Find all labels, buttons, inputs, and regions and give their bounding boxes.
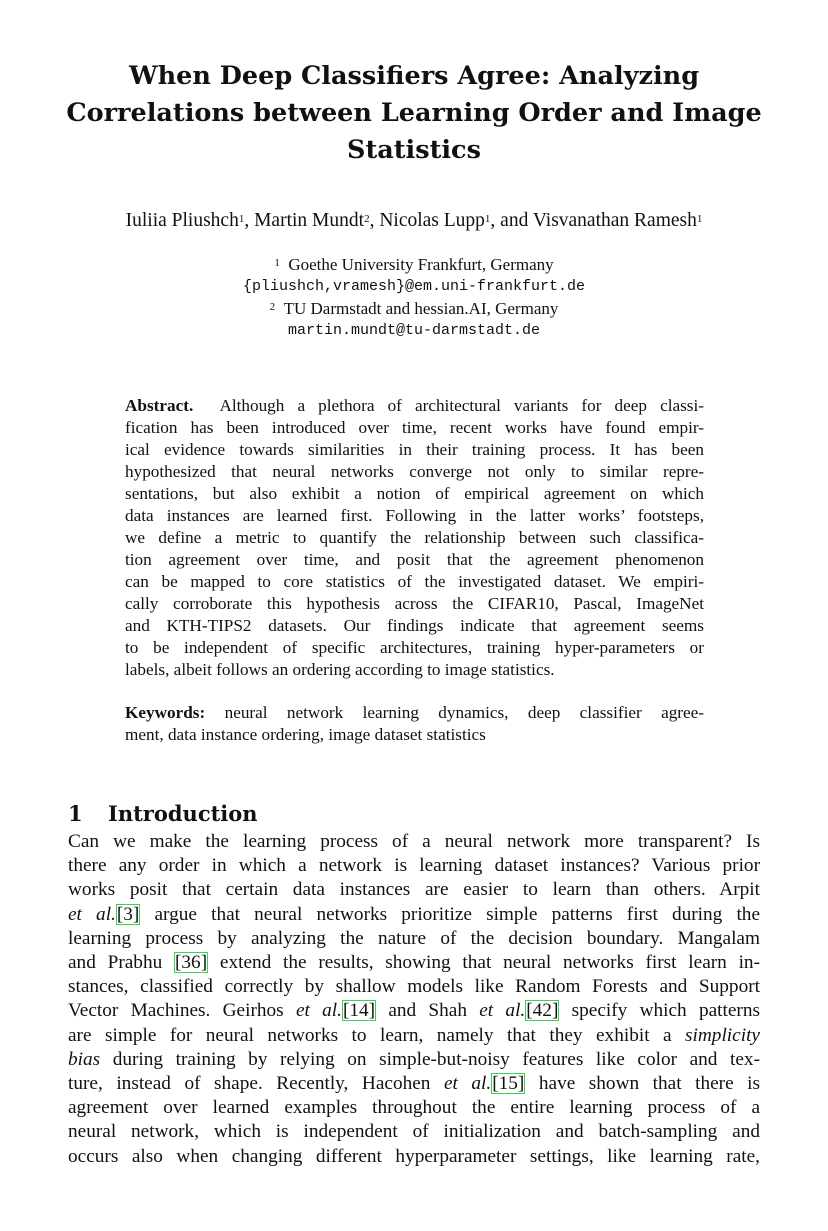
abstract-line: can be mapped to core statistics of the investigated dataset. We empiri- (125, 572, 704, 591)
body-text: and Prabhu (68, 952, 174, 974)
affiliation-mark: 2 (269, 301, 276, 313)
abstract (125, 395, 704, 681)
abstract-label: Abstract. (125, 396, 194, 415)
affiliation-1 (40, 254, 788, 276)
abstract-line: labels, albeit follows an ordering according to image statistics. (125, 660, 555, 679)
et-al: et al. (479, 1000, 526, 1022)
citation-link[interactable]: [14] (342, 1000, 376, 1022)
abstract-line: hypothesized that neural networks converge not only to similar repre- (125, 462, 704, 481)
emphasis: simplicity (685, 1024, 760, 1046)
body-line: there any order in which a network is learning dataset instances? Various prior (68, 855, 760, 877)
body-line (68, 1024, 760, 1048)
title-line: When Deep Classifiers Agree: Analyzing (128, 61, 700, 91)
section-heading (68, 799, 258, 829)
body-text: and Shah (376, 1000, 480, 1022)
affiliation-mark: 1 (274, 257, 280, 269)
affiliations (40, 254, 788, 342)
citation-link[interactable]: [42] (526, 1000, 559, 1022)
email-1[interactable]: {pliushch,vramesh}@em.uni-frankfurt.de (242, 278, 586, 295)
body-line (68, 999, 760, 1023)
author-name: Visvanathan Ramesh (532, 210, 697, 231)
section-title: Introduction (108, 801, 258, 827)
body-text: during training by relying on simple-but-noisy features like color and tex- (100, 1048, 760, 1070)
abstract-line: fication has been introduced over time, recent works have found empir- (125, 418, 704, 437)
body-text: have shown that there is (525, 1073, 761, 1095)
keywords-line (125, 702, 704, 724)
keywords (125, 702, 704, 746)
body-line: agreement over learned examples throughout the entire learning process of a (68, 1097, 760, 1119)
author-name: Nicolas Lupp (379, 210, 485, 231)
author-name: Martin Mundt (254, 210, 365, 231)
body-text: Vector Machines. Geirhos (68, 1000, 296, 1022)
author-separator: , and (490, 210, 533, 231)
author-list (40, 209, 788, 233)
section-number: 1 (68, 801, 83, 827)
et-al: et al. (295, 1000, 342, 1022)
body-line: occurs also when changing different hyperparameter settings, like learning rate, (68, 1145, 760, 1167)
emphasis: bias (68, 1048, 101, 1070)
email-2[interactable]: martin.mundt@tu-darmstadt.de (287, 322, 541, 339)
body-line: works posit that certain data instances are easier to learn than others. Arpit (68, 879, 760, 901)
body-text: are simple for neural networks to learn, namely that they exhibit a (68, 1024, 686, 1046)
title-line: Statistics (347, 135, 481, 165)
author-affiliation-mark: 1 (484, 213, 491, 225)
title-line: Correlations between Learning Order and Image (66, 98, 762, 128)
abstract-line: data instances are learned first. Following in the latter works’ footsteps, (125, 506, 704, 525)
affiliation-2 (40, 298, 788, 320)
paper-title (40, 58, 788, 169)
citation-link[interactable]: [3] (116, 903, 140, 925)
body-text: extend the results, showing that neural networks first learn in- (208, 952, 760, 974)
keywords-line: ment, data instance ordering, image dataset statistics (125, 725, 486, 744)
body-text: specify which patterns (559, 1000, 760, 1022)
author-separator: , (369, 210, 380, 231)
body-line: learning process by analyzing the nature of the decision boundary. Mangalam (68, 927, 760, 949)
body-line (68, 951, 760, 975)
abstract-line: we define a metric to quantify the relationship between such classifica- (125, 528, 704, 547)
body-line: neural network, which is independent of initialization and batch-sampling and (68, 1121, 760, 1143)
body-line (68, 903, 760, 927)
et-al: et al. (443, 1073, 492, 1095)
citation-link[interactable]: [15] (492, 1073, 525, 1095)
keywords-text: neural network learning dynamics, deep classifier agree- (224, 703, 705, 722)
abstract-line: and KTH-TIPS2 datasets. Our findings indicate that agreement seems (125, 616, 704, 635)
intro-paragraph (68, 830, 760, 1169)
affiliation-text: TU Darmstadt and hessian.AI, Germany (283, 299, 559, 318)
abstract-text: Although a plethora of architectural variants for deep classi- (219, 396, 704, 415)
abstract-line (125, 395, 704, 417)
abstract-line: ical evidence towards similarities in their training process. It has been (125, 440, 704, 459)
author-separator: , (244, 210, 255, 231)
author-name: Iuliia Pliushch (125, 210, 239, 231)
citation-link[interactable]: [36] (175, 952, 208, 974)
body-text: argue that neural networks prioritize simple patterns first during the (140, 903, 760, 925)
author-affiliation-mark: 2 (364, 213, 370, 225)
body-line (68, 1072, 760, 1096)
body-line: stances, classified correctly by shallow models like Random Forests and Support (68, 976, 760, 998)
abstract-line: cally corroborate this hypothesis across the CIFAR10, Pascal, ImageNet (125, 594, 704, 613)
et-al: et al. (68, 903, 116, 925)
author-affiliation-mark: 1 (696, 213, 703, 225)
affiliation-text: Goethe University Frankfurt, Germany (288, 255, 554, 274)
abstract-line: tion agreement over time, and posit that the agreement phenomenon (125, 550, 704, 569)
keywords-label: Keywords: (125, 703, 206, 722)
author-affiliation-mark: 1 (238, 213, 245, 225)
body-line: Can we make the learning process of a neural network more transparent? Is (68, 831, 760, 852)
body-line (68, 1048, 760, 1072)
body-text: ture, instead of shape. Recently, Hacohen (68, 1073, 444, 1095)
abstract-line: to be independent of specific architectures, training hyper-parameters or (125, 638, 704, 657)
abstract-line: sentations, but also exhibit a notion of empirical agreement on which (125, 484, 704, 503)
